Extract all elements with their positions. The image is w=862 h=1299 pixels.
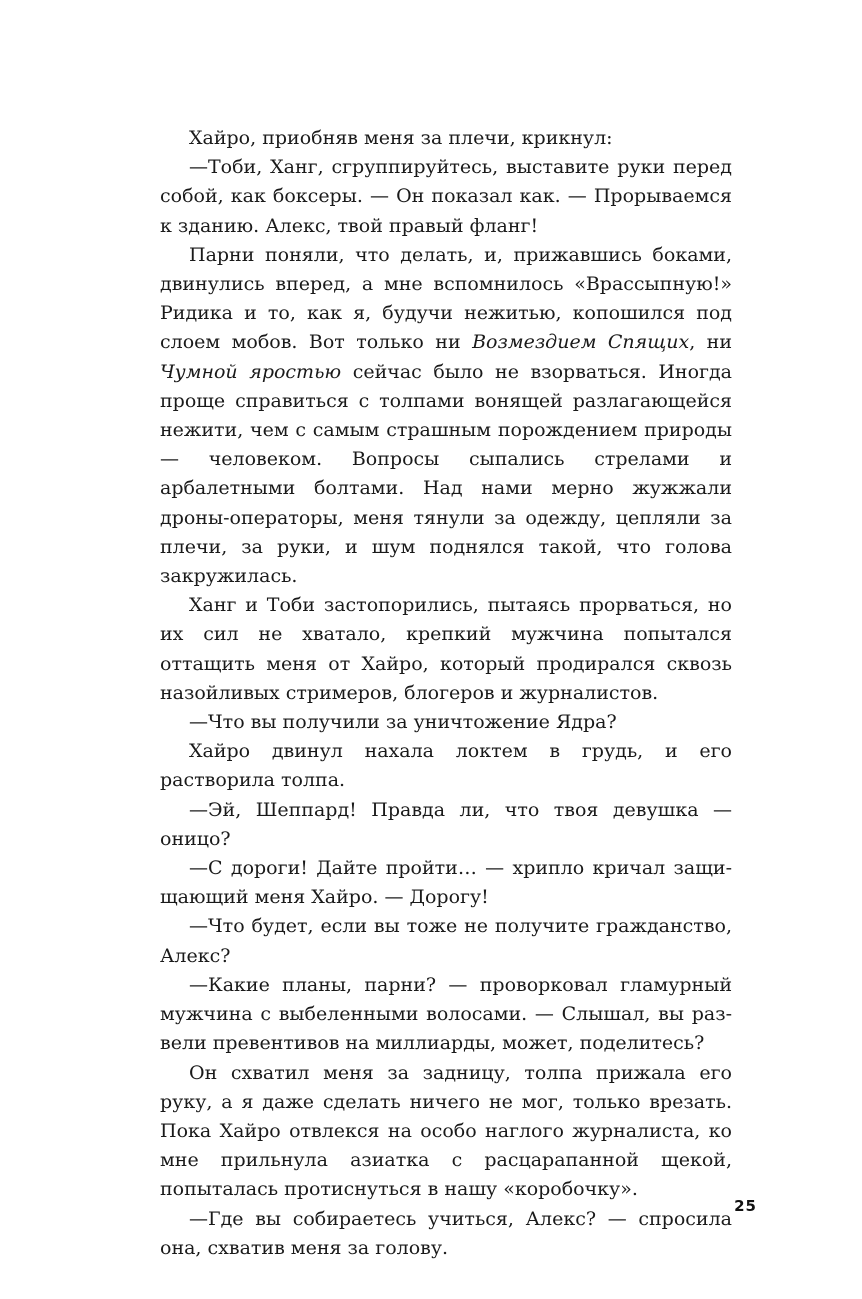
paragraph: —Где вы собираетесь учиться, Алекс? — спросила она, схватив меня за голову. [160, 1207, 732, 1259]
paragraph: Хайро, приобняв меня за плечи, крикнул: [189, 127, 613, 149]
paragraph: Ханг и Тоби застопорились, пытаясь прорваться, но их сил не хватало, крепкий мужчина попытался оттащить меня от Хайро, который продирался сквозь назойливых стримеров, блогеров и журналистов. [160, 594, 732, 704]
paragraph-text: сейчас было не взорваться. Иногда проще справиться с толпами вонящей разлагающейся нежити, чем с самым страшным порождением природы — человеком. Вопросы сыпались стрелами и арбалетными болтами. Над нами мерно жужжали дроны-операторы, меня тянули за одежду, цепляли за плечи, за руки, и шум поднялся такой, что голова закружилась. [160, 360, 732, 588]
page-body-text [160, 124, 732, 1263]
paragraph: Он схватил меня за задницу, толпа прижала его руку, а я даже сделать ничего не мог, только врезать. Пока Хайро отвлекся на особо наглого журналиста, ко мне прильнула азиатка с расцарапанной щекой, попыталась протиснуться в нашу «коробочку». [160, 1061, 732, 1201]
paragraph: —С дороги! Дайте пройти… — хрипло кричал защищающий меня Хайро. — Дорогу! [160, 857, 732, 909]
paragraph: —Какие планы, парни? — проворковал гламурный мужчина с выбеленными волосами. — Слышал, вы развели превентивов на миллиарды, может, поделитесь? [160, 973, 732, 1055]
paragraph-text: , ни [689, 331, 733, 354]
paragraph: —Эй, Шеппард! Правда ли, что твоя девушка — оницо? [160, 798, 732, 850]
paragraph-text: Парни поняли, что делать, и, прижавшись боками, двинулись вперед, а мне вспомнилось «Врассыпную!» Ридика и то, как я, будучи нежитью, копошился под слоем мобов. Вот только ни [160, 243, 732, 354]
paragraph [160, 241, 732, 591]
paragraph: Хайро двинул нахала локтем в грудь, и его растворила толпа. [160, 740, 732, 792]
paragraph: —Что будет, если вы тоже не получите гражданство, Алекс? [160, 915, 732, 967]
paragraph: —Тоби, Ханг, сгруппируйтесь, выставите руки перед собой, как боксеры. — Он показал как. — Прорываемся к зданию. Алекс, твой правый фланг! [160, 156, 732, 237]
page-number: 25 [734, 1197, 757, 1215]
italic-term: Чумной яростью [160, 360, 342, 383]
paragraph: —Что вы получили за уничтожение Ядра? [189, 711, 617, 734]
italic-term: Возмездием Спящих [472, 331, 690, 354]
